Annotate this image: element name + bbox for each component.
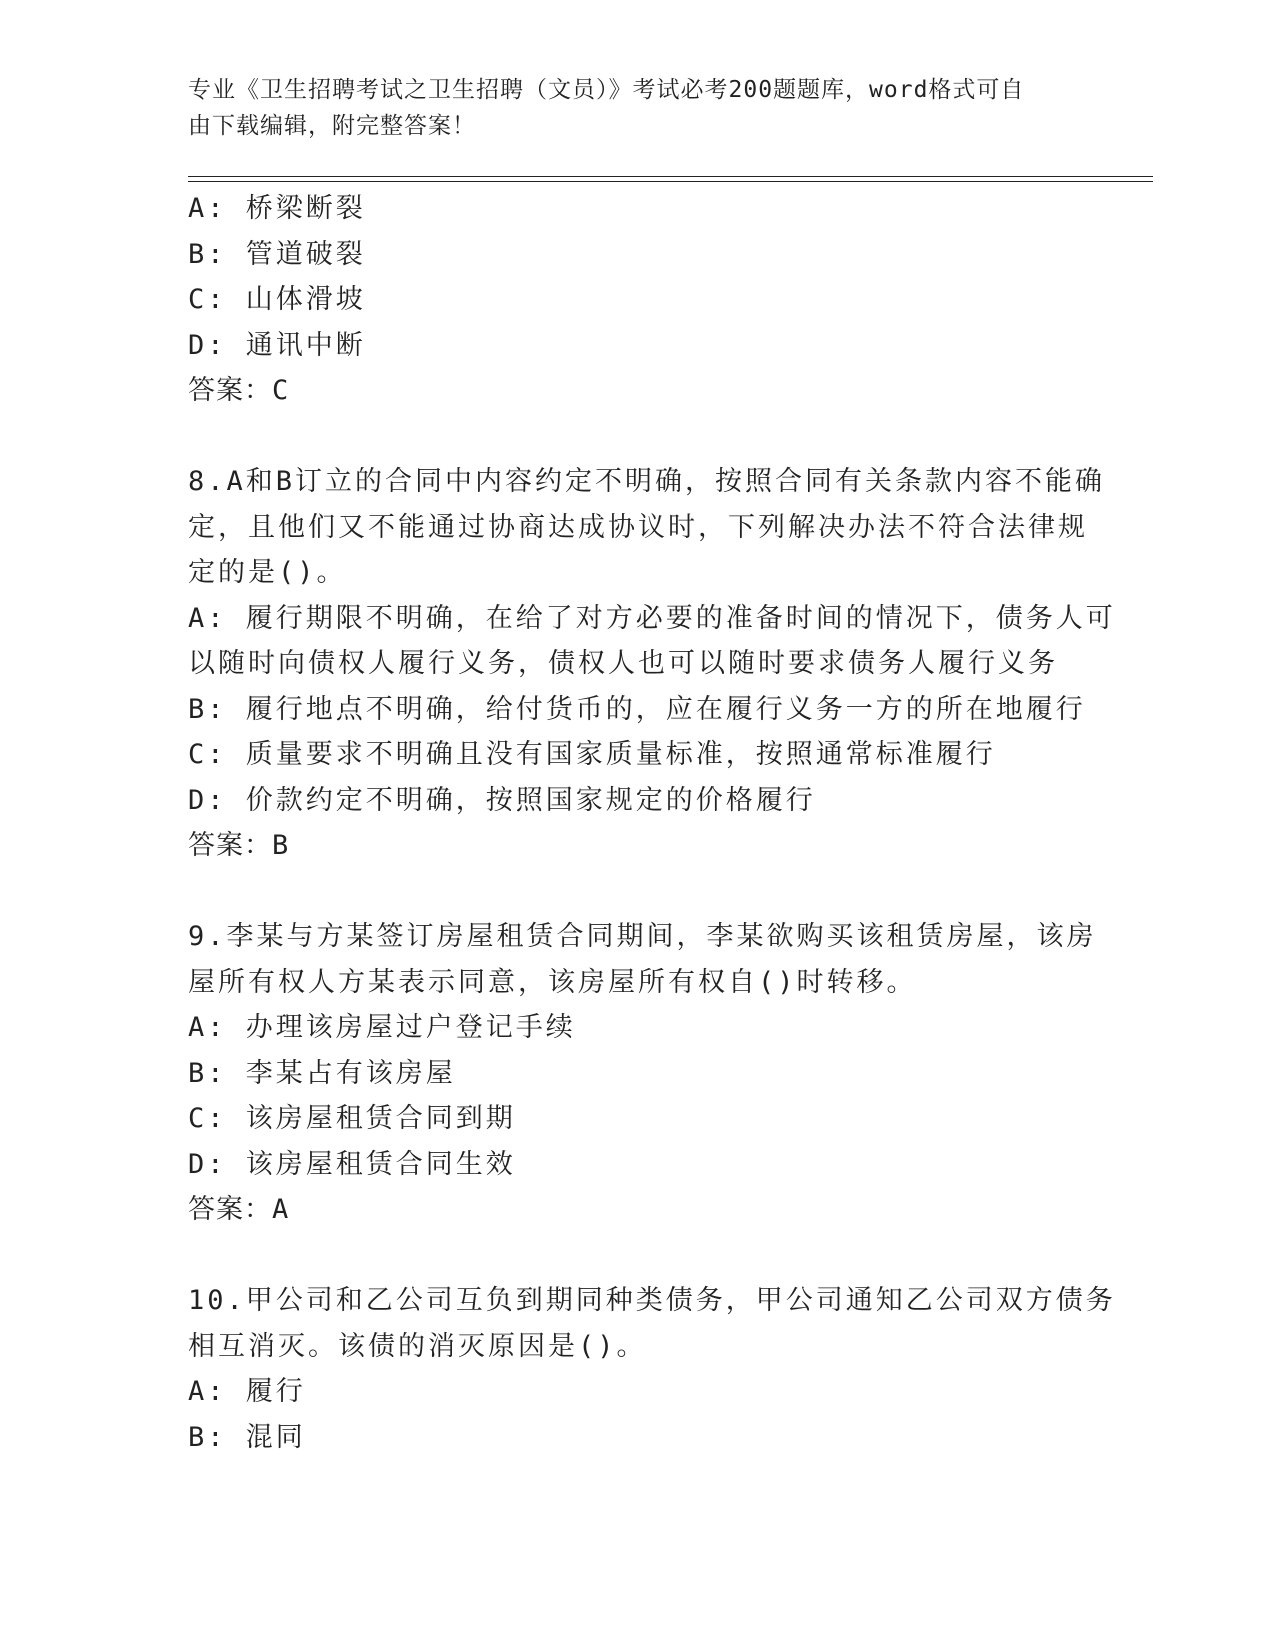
answer-line: 答案：C <box>188 375 290 406</box>
question-stem-line: 9.李某与方某签订房屋租赁合同期间，李某欲购买该租赁房屋，该房 <box>188 921 1097 952</box>
option-c: C: 该房屋租赁合同到期 <box>188 1103 516 1134</box>
option-c: C: 山体滑坡 <box>188 284 366 315</box>
question-stem-line: 屋所有权人方某表示同意，该房屋所有权自()时转移。 <box>188 966 917 998</box>
question-stem-line: 8.A和B订立的合同中内容约定不明确，按照合同有关条款内容不能确 <box>188 466 1106 497</box>
option-a: A: 桥梁断裂 <box>188 193 366 224</box>
header-line-2: 由下载编辑，附完整答案！ <box>188 113 476 139</box>
header-divider-top <box>188 176 1153 177</box>
document-header <box>188 72 1068 144</box>
option-a: A: 履行 <box>188 1376 306 1407</box>
option-b: B: 混同 <box>188 1421 306 1453</box>
question-8 <box>188 459 1116 869</box>
question-stem-line: 定的是()。 <box>188 557 347 588</box>
question-10 <box>188 1278 1116 1460</box>
spacer <box>188 414 1088 460</box>
option-a: A: 办理该房屋过户登记手续 <box>188 1012 576 1043</box>
option-d: D: 该房屋租赁合同生效 <box>188 1148 516 1180</box>
option-c: C: 质量要求不明确且没有国家质量标准，按照通常标准履行 <box>188 739 996 770</box>
question-list <box>188 186 1116 1460</box>
question-9 <box>188 914 1097 1233</box>
spacer <box>188 869 1088 915</box>
answer-line: 答案：B <box>188 830 290 861</box>
question-stem-line: 10.甲公司和乙公司互负到期同种类债务，甲公司通知乙公司双方债务 <box>188 1285 1116 1316</box>
question-stem-line: 定，且他们又不能通过协商达成协议时，下列解决办法不符合法律规 <box>188 511 1088 543</box>
option-a-continued: 以随时向债权人履行义务，债权人也可以随时要求债务人履行义务 <box>188 648 1058 679</box>
option-a: A: 履行期限不明确，在给了对方必要的准备时间的情况下，债务人可 <box>188 602 1116 634</box>
header-divider-bottom <box>188 181 1153 182</box>
spacer <box>188 1233 1088 1279</box>
answer-line: 答案：A <box>188 1194 290 1225</box>
question-stem-line: 相互消灭。该债的消灭原因是()。 <box>188 1330 647 1362</box>
option-b: B: 李某占有该房屋 <box>188 1057 456 1089</box>
header-line-1: 专业《卫生招聘考试之卫生招聘（文员）》考试必考200题题库，word格式可自 <box>188 77 1025 103</box>
option-b: B: 履行地点不明确，给付货币的，应在履行义务一方的所在地履行 <box>188 693 1086 725</box>
question-7 <box>188 186 1088 414</box>
option-d: D: 价款约定不明确，按照国家规定的价格履行 <box>188 784 816 816</box>
option-d: D: 通讯中断 <box>188 329 366 361</box>
option-b: B: 管道破裂 <box>188 238 366 270</box>
